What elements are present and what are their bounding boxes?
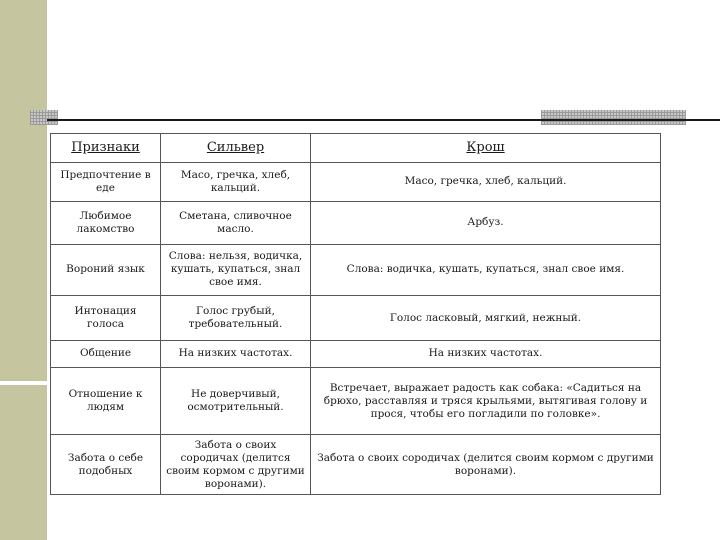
- header-cell-features: Признаки: [51, 134, 161, 163]
- comparison-table: [50, 133, 661, 495]
- table-row: [51, 367, 661, 435]
- krosh-cell: Забота о своих сородичах (делится своим кормом с другими воронами).: [311, 435, 661, 495]
- table-row: [51, 244, 661, 295]
- silver-cell: Слова: нельзя, водичка, кушать, купаться, знал свое имя.: [161, 244, 311, 295]
- silver-cell: Голос грубый, требовательный.: [161, 296, 311, 341]
- silver-cell: Масо, гречка, хлеб, кальций.: [161, 162, 311, 201]
- table-row: [51, 435, 661, 495]
- krosh-cell: Масо, гречка, хлеб, кальций.: [311, 162, 661, 201]
- feature-cell: Забота о себе подобных: [51, 435, 161, 495]
- feature-cell: Вороний язык: [51, 244, 161, 295]
- table-row: [51, 162, 661, 201]
- krosh-cell: Встречает, выражает радость как собака: «Садиться на брюхо, расставляя и тряся крыльями, вытягивая голову и прося, чтобы его погладили по головке».: [311, 367, 661, 435]
- feature-cell: Общение: [51, 341, 161, 368]
- title-rule: [47, 119, 720, 121]
- table-row: [51, 201, 661, 244]
- krosh-cell: Голос ласковый, мягкий, нежный.: [311, 296, 661, 341]
- decorative-grid-right: [541, 110, 686, 125]
- silver-cell: Забота о своих сородичах (делится своим кормом с другими воронами).: [161, 435, 311, 495]
- krosh-cell: Арбуз.: [311, 201, 661, 244]
- krosh-cell: На низких частотах.: [311, 341, 661, 368]
- side-bar: [0, 0, 47, 540]
- feature-cell: Любимое лакомство: [51, 201, 161, 244]
- header-cell-krosh: Крош: [311, 134, 661, 163]
- feature-cell: Предпочтение в еде: [51, 162, 161, 201]
- feature-cell: Интонация голоса: [51, 296, 161, 341]
- header-cell-silver: Сильвер: [161, 134, 311, 163]
- side-bar-notch: [0, 381, 47, 385]
- silver-cell: На низких частотах.: [161, 341, 311, 368]
- table-row: [51, 341, 661, 368]
- table-row: [51, 296, 661, 341]
- silver-cell: Не доверчивый, осмотрительный.: [161, 367, 311, 435]
- silver-cell: Сметана, сливочное масло.: [161, 201, 311, 244]
- decorative-grid-left: [30, 110, 58, 125]
- header-row: [51, 134, 661, 163]
- krosh-cell: Слова: водичка, кушать, купаться, знал свое имя.: [311, 244, 661, 295]
- feature-cell: Отношение к людям: [51, 367, 161, 435]
